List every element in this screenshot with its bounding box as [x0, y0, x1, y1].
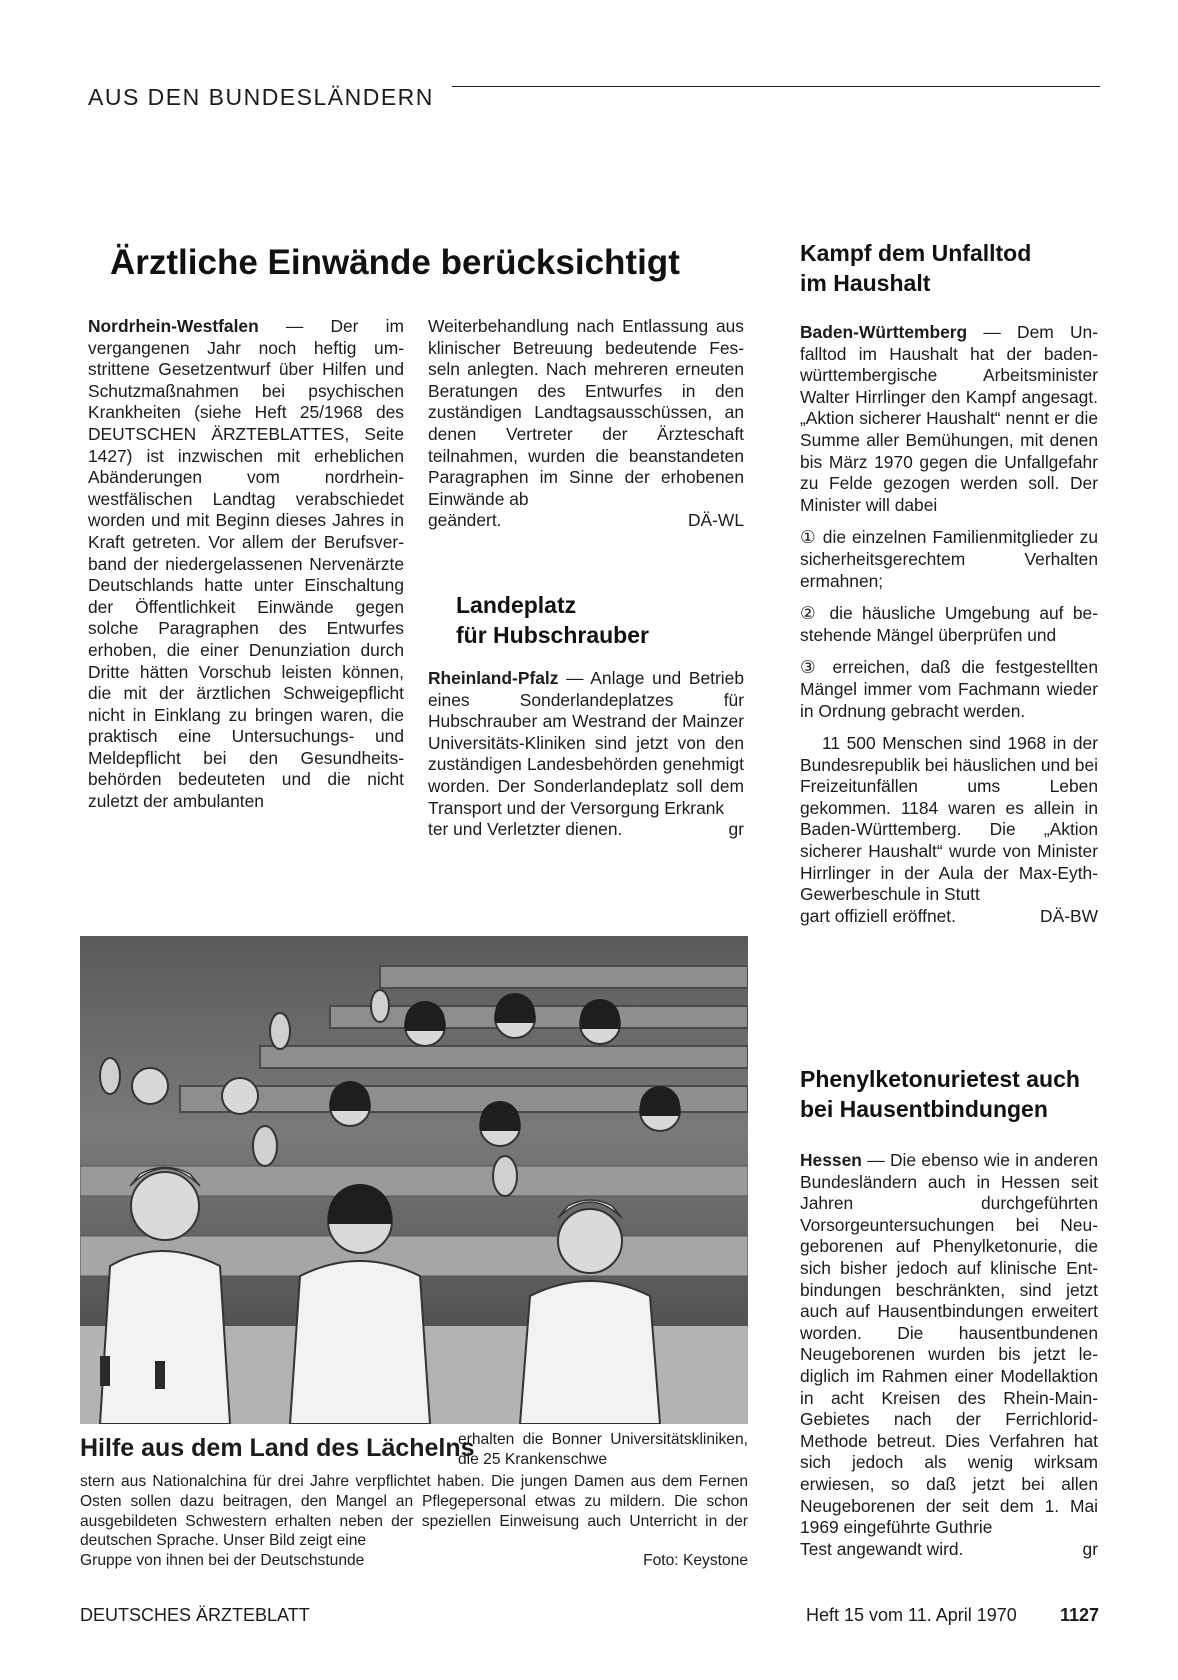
accident-signature: DÄ-BW: [1040, 905, 1098, 926]
accident-item-1: ① die einzelnen Familienmitglieder zu sicherheitsgerechtem Verhalten ermahnen;: [800, 527, 1098, 591]
main-article-col1: [88, 316, 404, 813]
pku-title-line1: Phenylketonurietest auch: [800, 1066, 1080, 1092]
photo-illustration: [80, 936, 748, 1424]
accident-item-3: ③ erreichen, daß die festgestellten Mängel immer vom Fachmann wieder in Ordnung gebracht werden.: [800, 657, 1098, 721]
heli-signature: gr: [728, 819, 744, 840]
pku-signature: gr: [1082, 1538, 1098, 1559]
pku-title-line2: bei Hausentbindungen: [800, 1096, 1048, 1122]
photo-credit-row: [80, 1551, 748, 1571]
accident-body2: 11 500 Menschen sind 1968 in der Bundesrepublik bei häuslichen und bei Freizeitunfällen ums Leben gekommen. 1184 waren es allein in Baden-Württemberg. Die „Aktion sicherer Haushalt“ wurde von Minister Hirrlinger in der Aula der Max-Eyth-Gewerbeschule in Stutt: [800, 733, 1098, 905]
pku-article-body: [800, 1150, 1098, 1560]
pku-article-end: [800, 1539, 1098, 1561]
pku-last-line: Test angewandt wird.: [800, 1538, 964, 1559]
main-article-text-part2: Weiterbehandlung nach Entlassung aus klinischer Betreuung bedeutende Fesseln anlegten. Nach mehreren erneuten Beratungen des Entwurfes in den zuständigen Landtagsausschüssen, an denen Vertreter der Ärzteschaft teilnahmen, wurden die beanstandeten Paragraphen im Sinne der erhobenen Einwände ab: [428, 316, 744, 509]
main-article-last-line: geändert.: [428, 510, 502, 531]
header-rule: [452, 86, 1100, 87]
pku-text: — Die ebenso wie in anderen Bundesländern auch in Hessen seit Jahren durchgeführten Vorsorgeuntersuchungen bei Neugeborenen auf Phenylketonurie, die sich bisher jedoch auf klinische Entbindungen beschränkten, sind jetzt auch auf Hausentbindungen erweitert worden. Die hausentbundenen Neugeborenen wurden bis jetzt lediglich im Rahmen einer Modellaktion in acht Kreisen des Rhein-Main-Gebietes nach der Ferrichlorid-Methode betreut. Dies Verfahren hat sich jedoch als wenig wirksam erwiesen, so daß jetzt bei allen Neugeborenen der seit dem 1. Mai 1969 eingeführte Guthrie: [800, 1150, 1098, 1538]
accident-article-end: [800, 906, 1098, 928]
main-article-col2: [428, 316, 744, 532]
main-article-text-part1: Nordrhein-Westfalen — Der im vergangenen Jahr noch heftig umstrittene Gesetzentwurf über Hilfen und Schutzmaßnahmen bei psychischen Krankheiten (siehe Heft 25/1968 des DEUTSCHEN ÄRZTEBLATTES, Seite 1427) ist inzwischen mit erheblichen Abänderungen vom nordrhein-westfälischen Landtag verabschiedet worden und mit Beginn dieses Jahres in Kraft getreten. Vor allem der Berufsverband der niedergelassenen Nervenärzte Deutschlands hatte unter Einschaltung der Öffentlichkeit Einwände gegen solche Paragraphen des Entwurfes erhoben, die einer Denunziation durch Dritte hätten Vorschub leisten können, die mit der ärztlichen Schweigepflicht nicht in Einklang zu bringen waren, die praktisch eine Untersuchungs- und Meldepflicht bei den Gesundheitsbehörden bedeuteten und die nicht zuletzt der ambulanten: [88, 316, 404, 812]
main-article-title: Ärztliche Einwände berücksichtigt: [110, 243, 680, 282]
accident-title-line2: im Haushalt: [800, 270, 931, 296]
heli-region: Rheinland-Pfalz: [428, 668, 559, 688]
heli-title-line1: Landeplatz: [456, 592, 577, 618]
heli-article-title: [456, 590, 649, 650]
page-number: 1127: [1060, 1605, 1100, 1625]
photo-caption-text: stern aus Nationalchina für drei Jahre verpflichtet haben. Die jungen Damen aus dem Fernen Osten sollen dazu beitragen, den Mangel an Pflegepersonal etwas zu mildern. Die schon ausgebildeten Schwestern erhalten neben der speziellen Einweisung auch Unterricht in der deutschen Sprache. Unser Bild zeigt eine: [80, 1473, 748, 1550]
pku-region: Hessen: [800, 1150, 862, 1170]
photo-caption: [80, 1472, 748, 1571]
accident-region: Baden-Württemberg: [800, 322, 968, 342]
accident-last-line: gart offiziell eröffnet.: [800, 905, 956, 926]
photo-caption-last-line: Gruppe von ihnen bei der Deutschstunde: [80, 1552, 365, 1570]
accident-article-title: [800, 238, 1031, 298]
photo-classroom: [80, 936, 748, 1424]
footer-journal: DEUTSCHES ÄRZTEBLATT: [80, 1605, 310, 1625]
pku-article-title: [800, 1064, 1080, 1124]
accident-intro: — Dem Unfalltod im Haushalt hat der badenwürttembergische Arbeitsminister Walter Hirrlinger den Kampf angesagt. „Aktion sicherer Haushalt“ nennt er die Summe aller Bemühungen, mit denen bis März 1970 gegen die Unfallgefahr zu Felde gezogen werden soll. Der Minister will dabei: [800, 322, 1098, 515]
main-article-end: [428, 510, 744, 532]
heli-article-body: [428, 668, 744, 841]
heli-title-line2: für Hubschrauber: [456, 622, 649, 648]
photo-caption-side: erhalten die Bonner Universitätskliniken, die 25 Krankenschwe: [458, 1431, 748, 1468]
accident-item-2: ② die häusliche Umgebung auf bestehende Mängel überprüfen und: [800, 603, 1098, 645]
footer-issue: Heft 15 vom 11. April 1970: [806, 1605, 1017, 1625]
heli-text: — Anlage und Betrieb eines Sonderlandeplatzes für Hubschrauber am Westrand der Mainzer Universitäts-Kliniken sind jetzt von den zuständigen Landesbehörden genehmigt worden. Der Sonderlandeplatz soll dem Transport und der Versorgung Erkrank: [428, 668, 744, 818]
heli-article-end: [428, 819, 744, 841]
main-article-signature: DÄ-WL: [687, 510, 744, 531]
accident-title-line1: Kampf dem Unfalltod: [800, 240, 1032, 266]
photo-caption-title: Hilfe aus dem Land des Lächelns: [80, 1434, 475, 1462]
section-label: AUS DEN BUNDESLÄNDERN: [88, 84, 434, 110]
accident-article-body: [800, 322, 1098, 927]
photo-credit: Foto: Keystone: [643, 1552, 748, 1570]
heli-last-line: ter und Verletzter dienen.: [428, 819, 623, 840]
